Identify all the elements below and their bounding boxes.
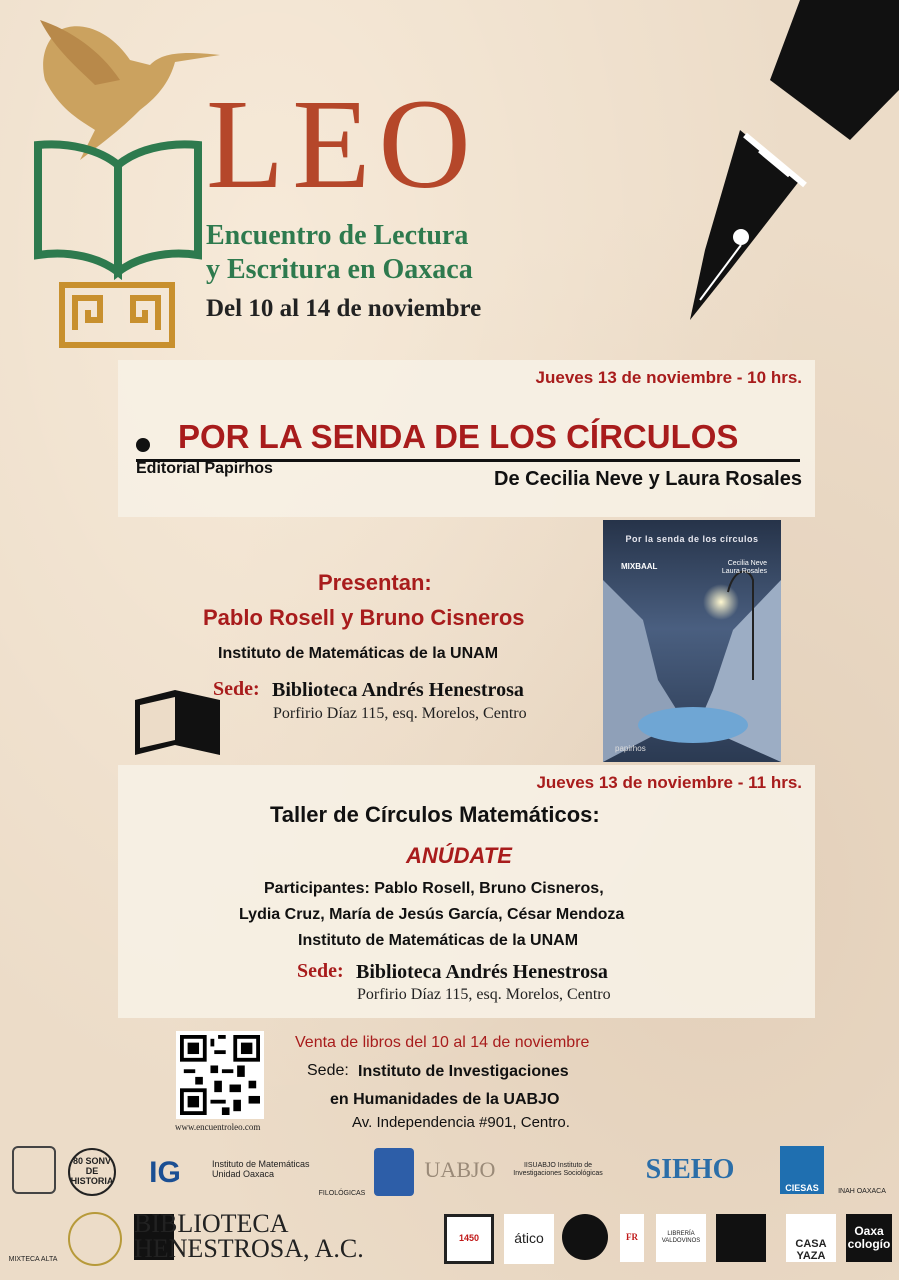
1450-logo: 1450	[444, 1214, 494, 1264]
presenters-label: Presentan:	[318, 570, 432, 595]
math-institute-oaxaca-logo: Instituto de Matemáticas Unidad Oaxaca	[212, 1159, 310, 1179]
biblioteca-henestrosa-logo: BIBLIOTECA HENESTROSA, A.C.	[134, 1214, 430, 1260]
participants-line-2: Lydia Cruz, María de Jesús García, César Mendoza	[239, 906, 625, 923]
bullet-icon	[136, 438, 150, 452]
book-authors: De Cecilia Neve y Laura Rosales	[494, 468, 802, 490]
uabjo-shield-logo	[374, 1148, 414, 1196]
event-title: LEO	[206, 73, 479, 215]
event-subtitle-line-2: y Escritura en Oaxaca	[206, 254, 473, 285]
circle-logo	[562, 1214, 608, 1260]
book-title: POR LA SENDA DE LOS CÍRCULOS	[178, 418, 739, 455]
website-url[interactable]: www.encuentroleo.com	[175, 1122, 261, 1132]
publisher: Editorial Papirhos	[136, 460, 273, 477]
book-sale-dates: Venta de libros del 10 al 14 de noviembre	[295, 1034, 590, 1051]
venue-label: Sede:	[297, 960, 344, 982]
uabjo-logo: UABJO	[424, 1156, 496, 1182]
atico-logo: ático	[504, 1214, 554, 1264]
open-book-icon	[135, 690, 220, 755]
inah-oaxaca-logo: INAH OAXACA	[838, 1188, 886, 1196]
book-sale-address: Av. Independencia #901, Centro.	[352, 1114, 570, 1131]
hummingbird-icon	[40, 20, 220, 160]
oaxacologio-logo: Oaxa cologío	[846, 1214, 892, 1262]
bookstore-logo	[716, 1214, 766, 1262]
workshop-name: ANÚDATE	[406, 843, 512, 868]
book-sale-venue-label: Sede:	[307, 1062, 349, 1079]
venue-name: Biblioteca Andrés Henestrosa	[272, 679, 524, 701]
iisuabjo-logo: IISUABJO Instituto de Investigaciones Sociológicas	[513, 1162, 603, 1177]
fountain-pen-icon	[690, 0, 899, 320]
book-sale-venue-line-2: en Humanidades de la UABJO	[330, 1091, 560, 1108]
cover-title: Por la senda de los círculos	[625, 534, 759, 544]
workshop-institution: Instituto de Matemáticas de la UNAM	[298, 932, 579, 949]
venue-address: Porfirio Díaz 115, esq. Morelos, Centro	[273, 705, 527, 722]
presenters-institution: Instituto de Matemáticas de la UNAM	[218, 645, 499, 662]
venue-name: Biblioteca Andrés Henestrosa	[356, 961, 608, 983]
ciesas-logo: CIESAS	[780, 1146, 824, 1194]
libreria-valdovinos-logo: LIBRERÍA VALDOVINOS	[656, 1214, 706, 1262]
geography-institute-logo: IG	[149, 1155, 181, 1189]
fr-logo: FR	[620, 1214, 644, 1262]
cover-publisher: papirhos	[615, 744, 646, 753]
mixteca-alta-logo: MIXTECA ALTA	[8, 1256, 58, 1264]
event-subtitle-line-1: Encuentro de Lectura	[206, 220, 469, 251]
cover-series: MIXBAAL	[621, 562, 658, 571]
cover-author-2: Laura Rosales	[721, 568, 767, 576]
technological-institute-logo	[68, 1212, 122, 1266]
event-date-range: Del 10 al 14 de noviembre	[206, 295, 482, 322]
cover-authors	[722, 560, 767, 577]
book-sale-venue-line-1: Instituto de Investigaciones	[358, 1063, 569, 1080]
qr-code[interactable]	[176, 1031, 264, 1119]
qr-code-icon	[180, 1035, 260, 1115]
workshop-title: Taller de Círculos Matemáticos:	[270, 802, 600, 827]
casa-yaza-logo: CASA YAZA	[786, 1214, 836, 1262]
venue-label: Sede:	[213, 678, 260, 700]
presenters: Pablo Rosell y Bruno Cisneros	[203, 605, 525, 630]
workshop-date: Jueves 13 de noviembre - 11 hrs.	[536, 773, 802, 792]
history-80-logo: 80 SONV DE HISTORIA	[68, 1148, 116, 1196]
cover-artwork	[603, 520, 781, 762]
book-cover	[603, 520, 781, 762]
venue-address: Porfirio Díaz 115, esq. Morelos, Centro	[357, 986, 611, 1003]
presentation-date: Jueves 13 de noviembre - 10 hrs.	[535, 368, 802, 387]
filologicas-logo: FILOLÓGICAS	[318, 1190, 366, 1198]
cover-author-1: Cecilia Neve	[727, 560, 767, 567]
participants-line-1: Participantes: Pablo Rosell, Bruno Cisneros,	[264, 880, 604, 897]
unam-logo	[12, 1146, 56, 1194]
fret-pattern-icon	[62, 285, 172, 345]
sieho-logo: SIEHO	[645, 1153, 735, 1185]
open-book-logo-icon	[38, 144, 198, 272]
